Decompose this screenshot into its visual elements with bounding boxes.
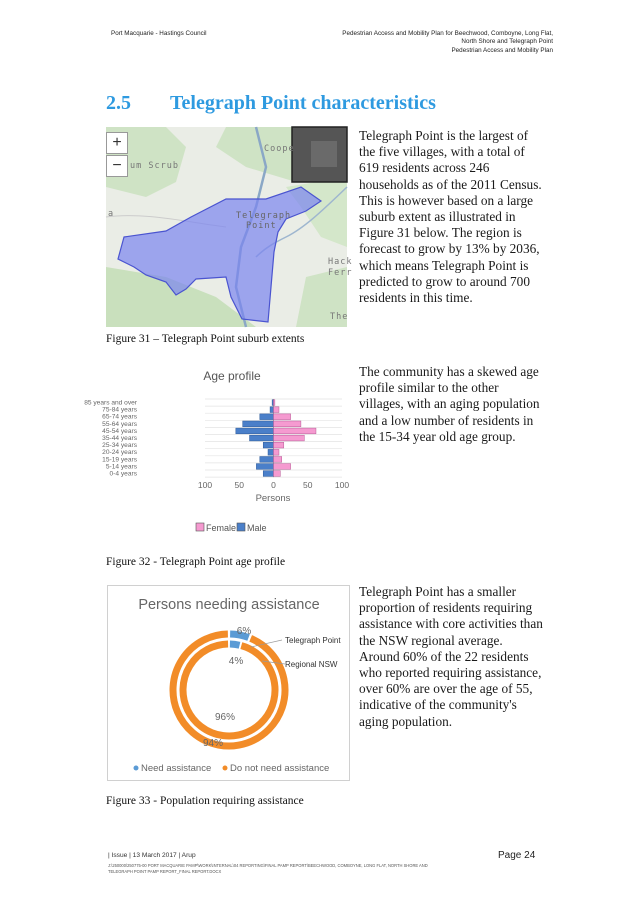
paragraph-2-line: The community has a skewed age	[359, 364, 539, 379]
paragraph-1-line: households as of the 2011 Census.	[359, 176, 542, 192]
map-label-a: a	[108, 209, 115, 219]
header-right	[253, 30, 553, 55]
bar-male	[243, 421, 274, 427]
bar-male	[256, 464, 273, 470]
bar-female	[274, 400, 275, 406]
section-heading	[106, 92, 436, 115]
category-label: 75-84 years	[102, 406, 137, 414]
paragraph-1-line: predicted to grow to around 700	[359, 273, 530, 289]
section-number: 2.5	[106, 92, 131, 114]
x-tick-label: 50	[303, 480, 313, 490]
paragraph-2	[359, 364, 549, 445]
bar-female	[274, 407, 279, 413]
legend-female-swatch	[196, 523, 204, 531]
bar-male	[263, 442, 273, 448]
header-right-line2: North Shore and Telegraph Point	[461, 38, 553, 46]
x-tick-label: 100	[334, 480, 350, 490]
bar-male	[250, 435, 274, 441]
paragraph-1-line: 619 residents across 246	[359, 160, 490, 176]
zoom-out-button[interactable]: −	[106, 155, 128, 177]
paragraph-3-line: indicative of the community's	[359, 697, 517, 713]
bar-male	[260, 457, 274, 463]
label-regional-nsw: Regional NSW	[285, 660, 338, 669]
header-right-line1: Pedestrian Access and Mobility Plan for Beechwood, Comboyne, Long Flat,	[342, 30, 553, 37]
map-label-telegraph: Telegraph	[236, 211, 292, 221]
assistance-chart	[107, 585, 350, 781]
figure-31-caption: Figure 31 – Telegraph Point suburb extents	[106, 333, 305, 345]
paragraph-2-line: villages, with an aging population	[359, 396, 540, 412]
header-left: Port Macquarie - Hastings Council	[111, 30, 207, 37]
paragraph-1-line: Figure 31 below. The region is	[359, 225, 522, 241]
map-label-coope: Coope	[264, 144, 295, 154]
bar-female	[274, 442, 284, 448]
footer-path-2: TELEGRAPH POINT PAMP REPORT_FINAL REPORT.DOCX	[108, 869, 222, 874]
donut-rings	[173, 634, 285, 746]
legend-male-swatch	[237, 523, 245, 531]
category-label: 20-24 years	[102, 449, 137, 457]
x-axis-label: Persons	[255, 493, 291, 504]
map-canvas	[106, 127, 347, 327]
paragraph-1	[359, 128, 549, 306]
category-labels	[84, 400, 138, 478]
bar-female	[274, 421, 301, 427]
bar-female	[274, 457, 282, 463]
paragraph-1-line: Telegraph Point is the largest of	[359, 128, 529, 143]
paragraph-3	[359, 584, 549, 730]
bar-male	[270, 407, 273, 413]
annotation-outer-need: 6%	[236, 626, 252, 637]
category-label: 65-74 years	[102, 413, 137, 421]
legend-no-need-label: Do not need assistance	[230, 763, 330, 774]
map-label-scrub: um Scrub	[130, 161, 179, 171]
legend-female-label: Female	[206, 523, 237, 533]
map-label-hack: Hack	[328, 257, 353, 267]
x-tick-labels	[198, 480, 349, 490]
paragraph-3-line: aging population.	[359, 713, 453, 729]
paragraph-2-line: and a low number of residents in	[359, 412, 534, 428]
figure-33-caption: Figure 33 - Population requiring assistance	[106, 795, 304, 807]
suburb-map[interactable]	[106, 127, 353, 327]
paragraph-3-line: proportion of residents requiring	[359, 600, 533, 616]
footer-path-1: J:\250000\250775-00 PORT MACQUARIE PAMP\WORK\INTERNAL\04 REPORTING\FINAL PAMP REPORT\BEECHWOOD, COMBOYNE, LONG FLAT, NORTH SHORE AND	[108, 863, 428, 868]
map-label-the: The	[330, 312, 349, 322]
paragraph-1-line: forecast to grow by 13% by 2036,	[359, 241, 540, 257]
category-label: 45-54 years	[102, 427, 137, 435]
bar-male	[236, 428, 274, 434]
category-label: 5-14 years	[105, 463, 137, 471]
category-label: 35-44 years	[102, 435, 137, 442]
paragraph-1-line: This is however based on a large	[359, 192, 534, 208]
chart-bars	[236, 400, 316, 477]
map-label-point: Point	[246, 221, 277, 231]
bar-female	[274, 435, 305, 441]
paragraph-3-line: who reported requiring assistance,	[359, 665, 542, 681]
annotation-inner-need: 4%	[228, 656, 244, 667]
bar-female	[274, 428, 316, 434]
annotation-inner-rest: 96%	[214, 712, 236, 723]
annotation-outer-rest: 94%	[202, 738, 224, 749]
age-profile-chart	[82, 362, 352, 537]
legend-male-label: Male	[247, 523, 267, 533]
x-tick-label: 0	[271, 480, 276, 490]
category-label: 0-4 years	[109, 470, 137, 478]
paragraph-1-line: suburb extent as illustrated in	[359, 209, 516, 225]
paragraph-1-line: the five villages, with a total of	[359, 144, 525, 160]
x-tick-label: 50	[234, 480, 244, 490]
category-label: 15-19 years	[102, 456, 137, 464]
inner-ring-segment	[230, 644, 240, 645]
paragraph-3-line: Telegraph Point has a smaller	[359, 584, 517, 599]
paragraph-3-line: Around 60% of the 22 residents	[359, 648, 529, 664]
paragraph-3-line: over 60% are over the age of 55,	[359, 681, 533, 697]
paragraph-3-line: assistance with core activities than	[359, 616, 543, 632]
paragraph-3-line: the NSW regional average.	[359, 632, 503, 648]
bar-female	[274, 464, 291, 470]
footer-issue: | Issue | 13 March 2017 | Arup	[108, 852, 196, 859]
footer-page: Page 24	[498, 850, 536, 861]
section-title: Telegraph Point characteristics	[170, 92, 436, 114]
chart-title: Age profile	[203, 369, 261, 383]
bar-female	[274, 449, 279, 455]
label-telegraph-point: Telegraph Point	[285, 636, 341, 645]
bar-male	[263, 471, 273, 477]
category-label: 25-34 years	[102, 442, 137, 450]
figure-32-caption: Figure 32 - Telegraph Point age profile	[106, 556, 286, 568]
legend-need-label: Need assistance	[141, 763, 212, 774]
donut-title: Persons needing assistance	[138, 597, 320, 613]
bar-female	[274, 471, 281, 477]
outer-ring-segment	[173, 634, 285, 746]
legend-need-dot	[134, 766, 139, 771]
bar-male	[268, 449, 273, 455]
bar-female	[274, 414, 291, 420]
category-label: 85 years and over	[84, 399, 137, 407]
category-label: 55-64 years	[102, 420, 137, 428]
paragraph-2-line: the 15-34 year old age group.	[359, 428, 516, 444]
map-label-ferr: Ferr	[328, 268, 353, 278]
paragraph-2-line: profile similar to the other	[359, 380, 499, 396]
header-right-line3: Pedestrian Access and Mobility Plan	[451, 46, 553, 54]
paragraph-1-line: which means Telegraph Point is	[359, 257, 529, 273]
legend-no-need-dot	[223, 766, 228, 771]
x-tick-label: 100	[197, 480, 213, 490]
paragraph-1-line: residents in this time.	[359, 290, 473, 306]
bar-male	[260, 414, 274, 420]
zoom-in-button[interactable]: +	[106, 132, 128, 154]
